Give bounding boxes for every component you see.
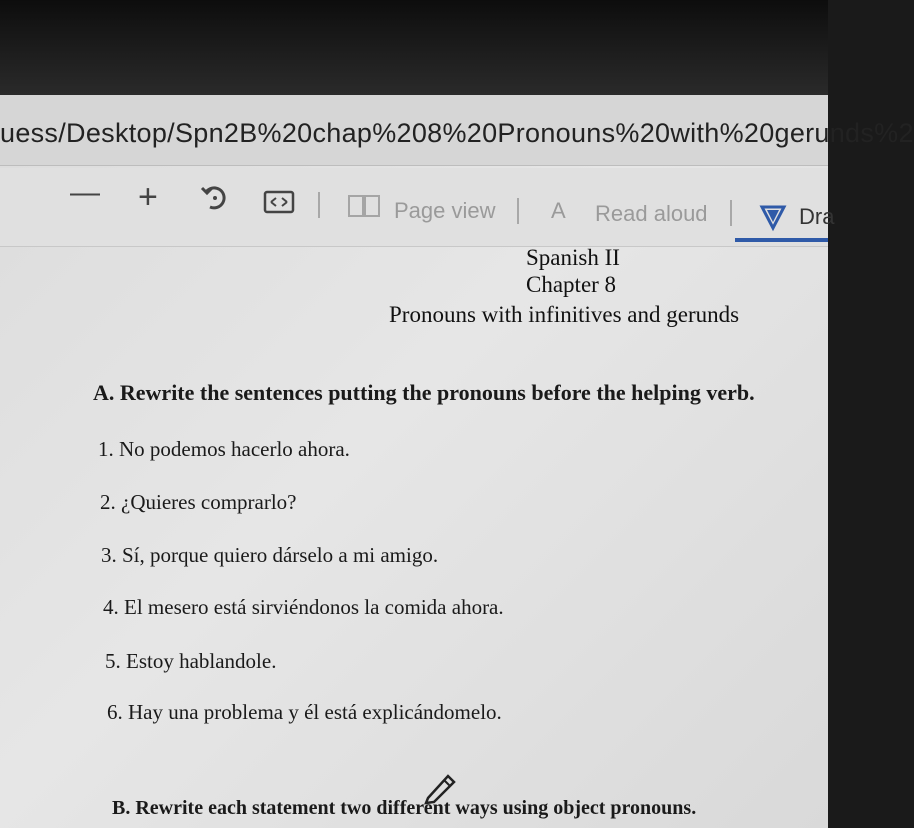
rotate-icon[interactable] [198, 180, 232, 214]
list-item: 3. Sí, porque quiero dárselo a mi amigo. [101, 543, 439, 567]
read-aloud-icon[interactable]: A [551, 198, 566, 223]
list-item: 4. El mesero está sirviéndonos la comida ahora. [103, 595, 504, 619]
list-item: 5. Estoy hablandole. [105, 649, 277, 673]
zoom-out-button[interactable]: — [70, 176, 100, 209]
read-aloud-button[interactable]: Read aloud [595, 201, 708, 226]
page-view-icon[interactable] [347, 194, 383, 218]
toolbar-divider [318, 192, 320, 218]
draw-active-indicator [735, 238, 828, 242]
fit-to-width-icon[interactable] [264, 191, 294, 213]
section-a-instruction: A. Rewrite the sentences putting the pronouns before the helping verb. [93, 380, 755, 405]
monitor-bezel [0, 0, 828, 95]
topic-title: Pronouns with infinitives and gerunds [389, 302, 740, 327]
draw-icon[interactable] [760, 204, 786, 230]
list-item: 1. No podemos hacerlo ahora. [98, 437, 350, 461]
chapter-title: Chapter 8 [526, 272, 617, 297]
toolbar-divider [517, 198, 519, 224]
toolbar-divider [730, 200, 732, 226]
section-b-instruction: B. Rewrite each statement two different ways using object pronouns. [112, 797, 697, 819]
draw-button[interactable]: Dra [799, 204, 835, 229]
course-title: Spanish II [526, 245, 620, 270]
zoom-in-button[interactable]: + [138, 178, 158, 216]
list-item: 6. Hay una problema y él está explicándomelo. [107, 700, 502, 724]
page-view-button[interactable]: Page view [394, 198, 496, 223]
url-text[interactable]: uess/Desktop/Spn2B%20chap%208%20Pronouns%20with%20gerunds%2 [0, 118, 914, 148]
list-item: 2. ¿Quieres comprarlo? [100, 490, 297, 514]
